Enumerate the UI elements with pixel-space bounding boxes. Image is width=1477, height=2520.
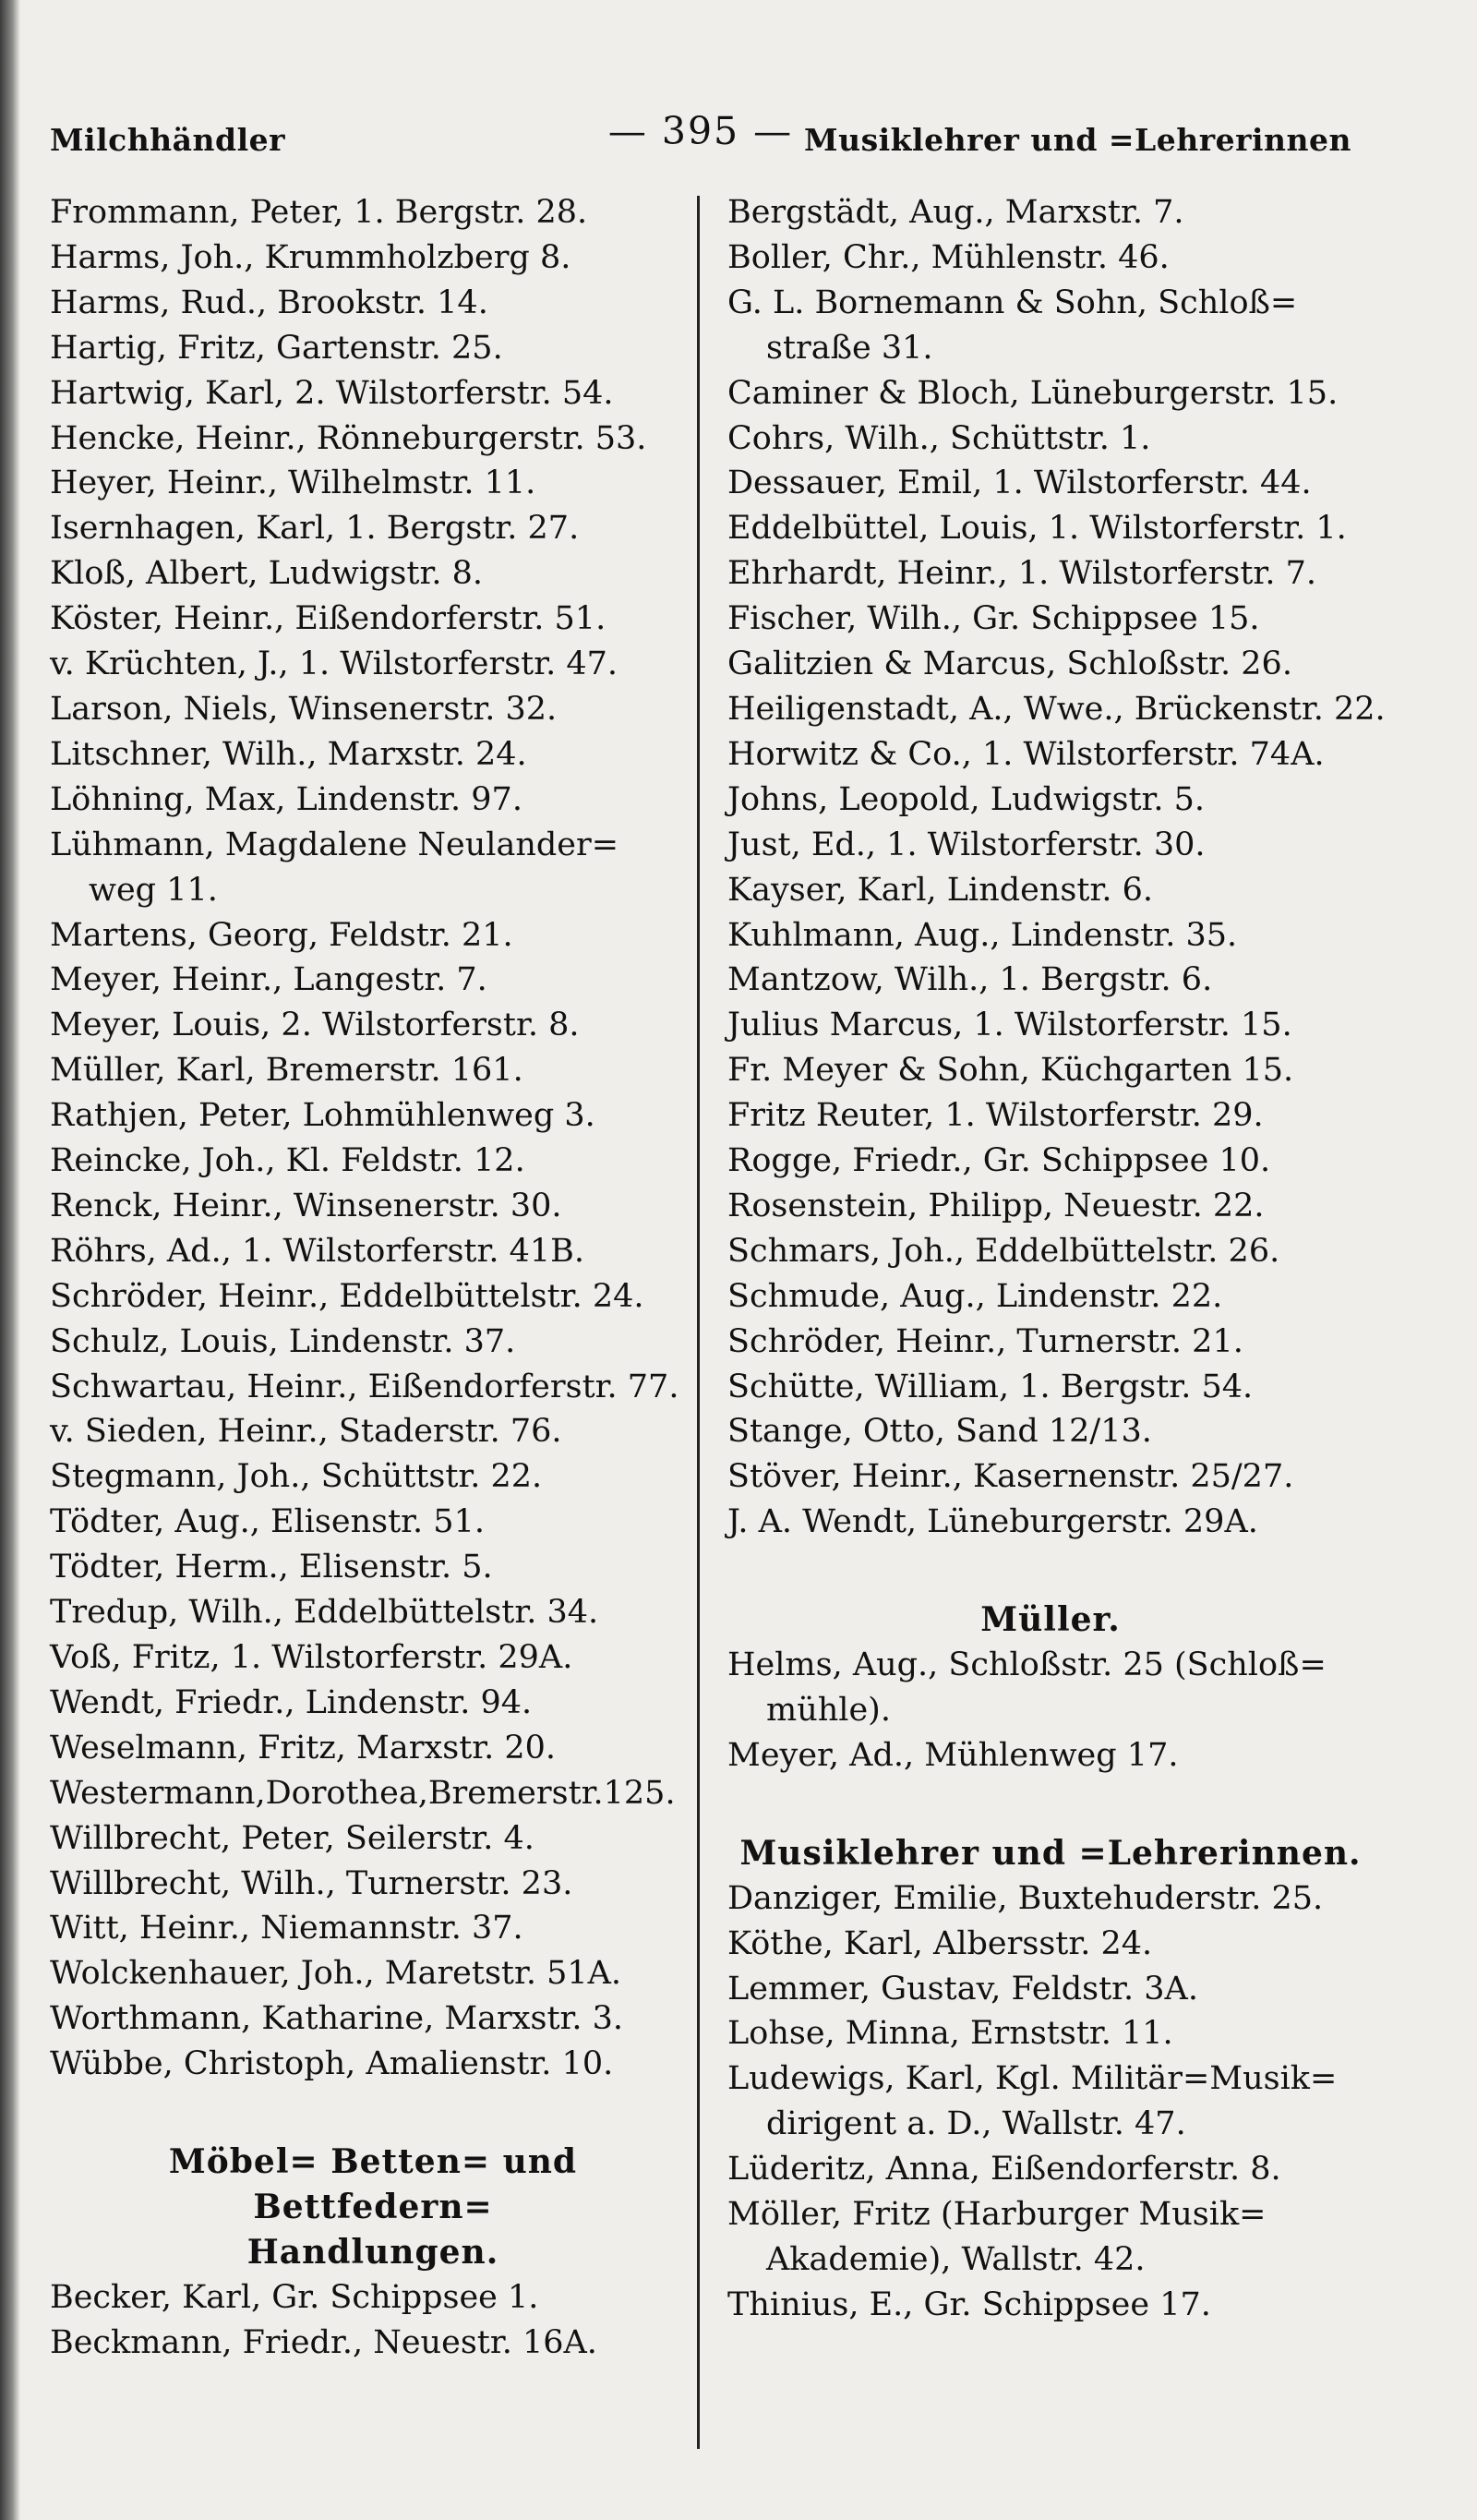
page-edge-shadow [0,0,20,2520]
list-item: Meyer, Heinr., Langestr. 7. [50,961,487,999]
list-item: Stange, Otto, Sand 12/13. [727,1413,1152,1451]
list-item: Rathjen, Peter, Lohmühlenweg 3. [50,1097,595,1135]
list-item: Larson, Niels, Winsenerstr. 32. [50,690,558,728]
list-item: Schwartau, Heinr., Eißendorferstr. 77. [50,1368,679,1405]
list-item: Renck, Heinr., Winsenerstr. 30. [50,1187,562,1224]
header-left-title: Milchhändler [50,122,286,158]
list-item: Heiligenstadt, A., Wwe., Brückenstr. 22. [727,690,1386,728]
milchhaendler-list-right [727,190,1386,1545]
section-heading-musiklehrer: Musiklehrer und =Lehrerinnen. [739,1833,1362,1873]
list-item: Kloß, Albert, Ludwigstr. 8. [50,555,483,593]
section-heading-moebel: Möbel= Betten= und Bettfedern= [168,2142,578,2226]
column-divider [697,196,700,2449]
list-item: Weselmann, Fritz, Marxstr. 20. [50,1729,557,1766]
list-item: Reincke, Joh., Kl. Feldstr. 12. [50,1142,525,1180]
list-item: Julius Marcus, 1. Wilstorferstr. 15. [727,1007,1292,1044]
list-item: Tödter, Aug., Elisenstr. 51. [50,1503,485,1541]
list-item: Wübbe, Christoph, Amalienstr. 10. [50,2045,614,2083]
list-item: Stegmann, Joh., Schüttstr. 22. [50,1458,543,1496]
list-item: Martens, Georg, Feldstr. 21. [50,916,513,954]
list-item: Müller, Karl, Bremerstr. 161. [50,1052,523,1090]
list-item: Boller, Chr., Mühlenstr. 46. [727,238,1170,276]
list-item: v. Krüchten, J., 1. Wilstorferstr. 47. [50,645,618,683]
list-item: Kayser, Karl, Lindenstr. 6. [727,871,1153,909]
list-item: Lüderitz, Anna, Eißendorferstr. 8. [727,2151,1281,2188]
list-item: Mantzow, Wilh., 1. Bergstr. 6. [727,961,1213,999]
list-item: Lohse, Minna, Ernststr. 11. [727,2015,1173,2053]
list-item: Becker, Karl, Gr. Schippsee 1. [50,2278,539,2316]
list-item: Helms, Aug., Schloßstr. 25 (Schloß= mühle). [727,1646,1327,1729]
list-item: Schmude, Aug., Lindenstr. 22. [727,1277,1223,1315]
list-item: Schmars, Joh., Eddelbüttelstr. 26. [727,1232,1280,1270]
list-item: Schröder, Heinr., Turnerstr. 21. [727,1322,1243,1360]
list-item: Köster, Heinr., Eißendorferstr. 51. [50,600,606,638]
mueller-list [727,1643,1374,1778]
list-item: Löhning, Max, Lindenstr. 97. [50,780,522,818]
list-item: Willbrecht, Wilh., Turnerstr. 23. [50,1864,573,1902]
list-item: Caminer & Bloch, Lüneburgerstr. 15. [727,374,1339,412]
list-item: Hartwig, Karl, 2. Wilstorferstr. 54. [50,374,614,412]
list-item: Tredup, Wilh., Eddelbüttelstr. 34. [50,1594,599,1632]
list-item: Stöver, Heinr., Kasernenstr. 25/27. [727,1458,1294,1496]
list-item: Lemmer, Gustav, Feldstr. 3A. [727,1970,1198,2008]
list-item: Röhrs, Ad., 1. Wilstorferstr. 41B. [50,1232,585,1270]
list-item: Fischer, Wilh., Gr. Schippsee 15. [727,600,1260,638]
list-item: Cohrs, Wilh., Schüttstr. 1. [727,419,1151,457]
section-spacer [727,1545,1374,1598]
milchhaendler-list-left [50,190,696,2087]
list-item: Schütte, William, 1. Bergstr. 54. [727,1368,1254,1405]
list-item: Meyer, Ad., Mühlenweg 17. [727,1736,1179,1774]
list-item: Witt, Heinr., Niemannstr. 37. [50,1910,523,1947]
list-item: Schröder, Heinr., Eddelbüttelstr. 24. [50,1277,644,1315]
list-item: Harms, Joh., Krummholzberg 8. [50,238,571,276]
list-item: Just, Ed., 1. Wilstorferstr. 30. [727,826,1206,863]
section-heading-mueller: Müller. [980,1600,1121,1640]
list-item: Wolckenhauer, Joh., Maretstr. 51A. [50,1955,622,1993]
running-header [50,109,1351,164]
list-item: Ludewigs, Karl, Kgl. Militär=Musik= dirigent a. D., Wallstr. 47. [727,2060,1338,2143]
list-item: Bergstädt, Aug., Marxstr. 7. [727,194,1184,231]
header-right-title: Musiklehrer und =Lehrerinnen [804,122,1351,158]
list-item: Fritz Reuter, 1. Wilstorferstr. 29. [727,1097,1264,1135]
list-item: Worthmann, Katharine, Marxstr. 3. [50,2000,624,2038]
list-item: Hencke, Heinr., Rönneburgerstr. 53. [50,419,647,457]
list-item: Fr. Meyer & Sohn, Küchgarten 15. [727,1052,1294,1090]
section-spacer [50,2087,696,2140]
list-item: Heyer, Heinr., Wilhelmstr. 11. [50,464,536,502]
list-item: Litschner, Wilh., Marxstr. 24. [50,735,527,773]
list-item: G. L. Bornemann & Sohn, Schloß= straße 31. [727,283,1298,367]
list-item: Eddelbüttel, Louis, 1. Wilstorferstr. 1. [727,510,1347,548]
list-item: Voß, Fritz, 1. Wilstorferstr. 29A. [50,1639,573,1676]
list-item: Westermann,Dorothea,Bremerstr.125. [50,1774,676,1812]
list-item: v. Sieden, Heinr., Staderstr. 76. [50,1413,562,1451]
section-heading-moebel-cont: Handlungen. [246,2232,499,2272]
list-item: Lühmann, Magdalene Neulander= weg 11. [50,826,619,909]
list-item: Köthe, Karl, Albersstr. 24. [727,1924,1153,1962]
list-item: Harms, Rud., Brookstr. 14. [50,283,488,321]
musiklehrer-list [727,1876,1374,2328]
list-item: Hartig, Fritz, Gartenstr. 25. [50,329,503,367]
list-item: Rogge, Friedr., Gr. Schippsee 10. [727,1142,1271,1180]
list-item: Rosenstein, Philipp, Neuestr. 22. [727,1187,1265,1224]
list-item: Schulz, Louis, Lindenstr. 37. [50,1322,516,1360]
list-item: Galitzien & Marcus, Schloßstr. 26. [727,645,1292,683]
list-item: Horwitz & Co., 1. Wilstorferstr. 74A. [727,735,1325,773]
moebel-list [50,2275,696,2366]
list-item: Thinius, E., Gr. Schippsee 17. [727,2285,1211,2323]
list-item: J. A. Wendt, Lüneburgerstr. 29A. [727,1503,1258,1541]
list-item: Johns, Leopold, Ludwigstr. 5. [727,780,1206,818]
left-column [50,190,696,2366]
list-item: Kuhlmann, Aug., Lindenstr. 35. [727,916,1238,954]
list-item: Tödter, Herm., Elisenstr. 5. [50,1549,493,1586]
page-number: — 395 — [607,109,794,153]
list-item: Möller, Fritz (Harburger Musik= Akademie), Wallstr. 42. [727,2196,1267,2278]
section-spacer [727,1778,1374,1831]
list-item: Meyer, Louis, 2. Wilstorferstr. 8. [50,1007,580,1044]
list-item: Ehrhardt, Heinr., 1. Wilstorferstr. 7. [727,555,1316,593]
right-column [727,190,1386,2328]
list-item: Willbrecht, Peter, Seilerstr. 4. [50,1819,534,1857]
list-item: Isernhagen, Karl, 1. Bergstr. 27. [50,510,580,548]
list-item: Dessauer, Emil, 1. Wilstorferstr. 44. [727,464,1312,502]
list-item: Wendt, Friedr., Lindenstr. 94. [50,1683,533,1721]
list-item: Frommann, Peter, 1. Bergstr. 28. [50,194,588,231]
list-item: Beckmann, Friedr., Neuestr. 16A. [50,2323,597,2361]
list-item: Danziger, Emilie, Buxtehuderstr. 25. [727,1879,1324,1917]
